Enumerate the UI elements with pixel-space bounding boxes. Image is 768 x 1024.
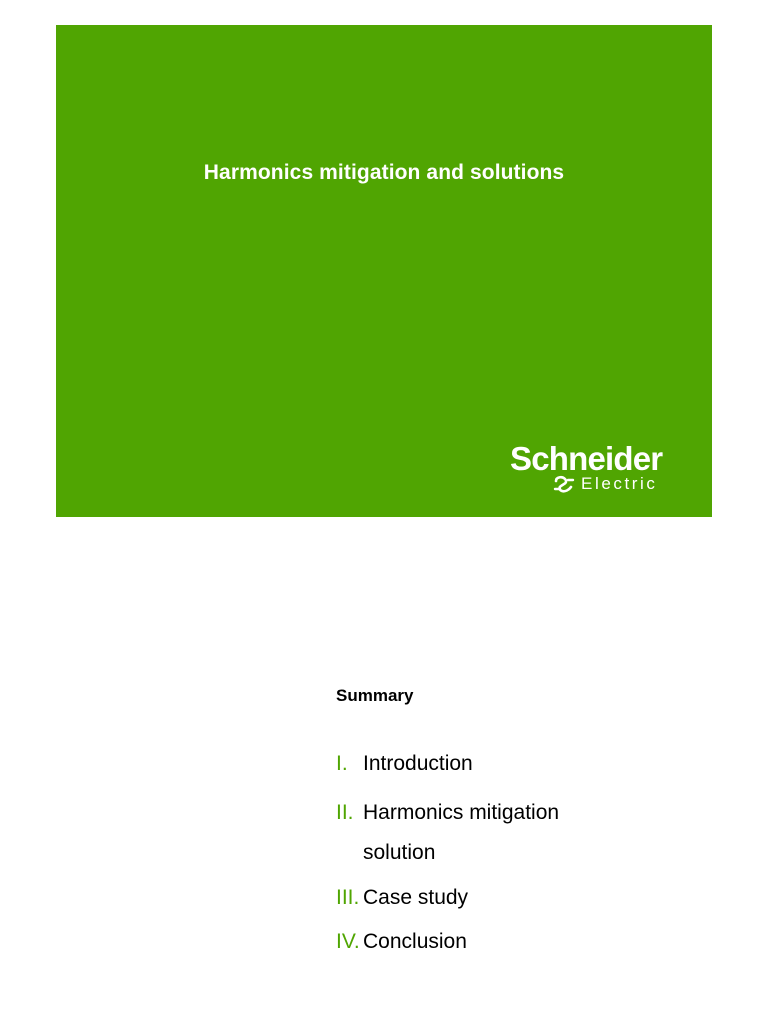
list-item-text: Case study xyxy=(363,886,469,909)
list-item-number: I. xyxy=(336,752,348,775)
list-item-number: IV. xyxy=(336,930,360,953)
list-item-text: Harmonics mitigation solution xyxy=(363,801,560,864)
schneider-electric-logo-icon xyxy=(552,475,576,495)
logo-brand-text: Schneider xyxy=(510,440,663,477)
summary-heading: Summary xyxy=(336,686,414,705)
logo-sub-text: Electric xyxy=(581,474,658,493)
list-item-text: Introduction xyxy=(363,752,473,775)
summary-section xyxy=(336,686,736,953)
list-item-number: III. xyxy=(336,886,360,909)
slide-title: Harmonics mitigation and solutions xyxy=(203,161,565,184)
title-slide xyxy=(56,25,712,517)
schneider-electric-logo xyxy=(510,440,682,500)
list-item-number: II. xyxy=(336,801,354,824)
list-item-text: Conclusion xyxy=(363,930,467,953)
